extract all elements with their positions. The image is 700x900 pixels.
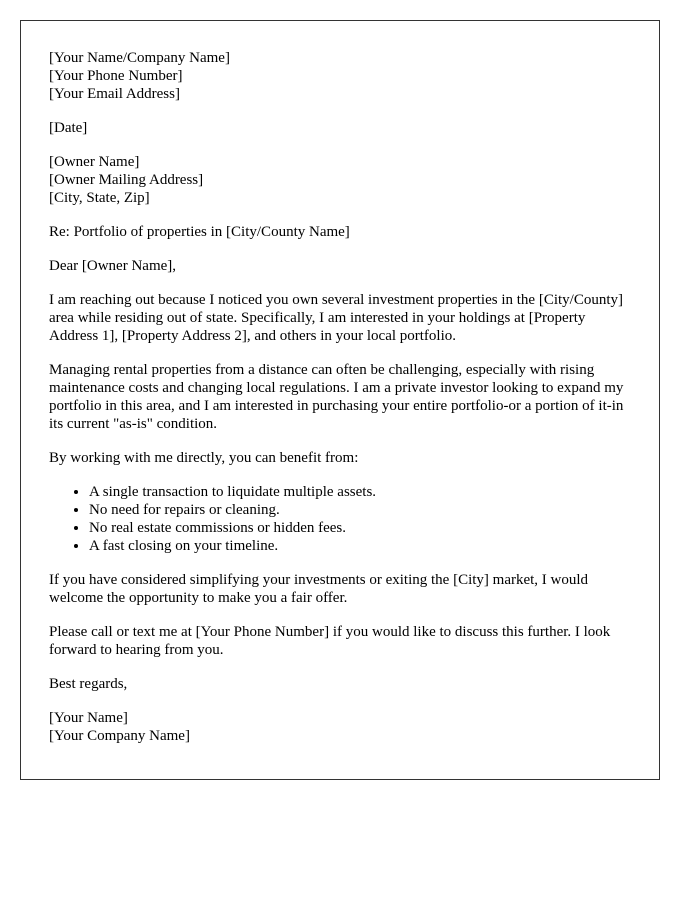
salutation: Dear [Owner Name], xyxy=(49,258,177,274)
sender-block xyxy=(49,49,631,103)
body-paragraph-4: If you have considered simplifying your investments or exiting the [City] market, I would welcome the opportunity to make you a fair offer. xyxy=(49,572,589,606)
benefits-list xyxy=(49,483,631,555)
letter-date: [Date] xyxy=(49,120,88,136)
benefit-item: • A single transaction to liquidate multiple assets. xyxy=(89,483,631,501)
recipient-name: [Owner Name] xyxy=(49,154,140,170)
signature-name: [Your Name] xyxy=(49,710,128,726)
benefit-item: • No real estate commissions or hidden fees. xyxy=(89,519,631,537)
body-paragraph-2: Managing rental properties from a distance can often be challenging, especially with rising maintenance costs and changing local regulations. I am a private investor looking to expand my portfolio in this area, and I am interested in purchasing your entire portfolio-or a portion of it-in its current "as-is" condition. xyxy=(49,362,624,432)
body-paragraph-5: Please call or text me at [Your Phone Number] if you would like to discuss this further. I look forward to hearing from you. xyxy=(49,624,611,658)
recipient-block xyxy=(49,153,631,207)
benefit-item: • A fast closing on your timeline. xyxy=(89,537,631,555)
benefit-item: • No need for repairs or cleaning. xyxy=(89,501,631,519)
sender-name: [Your Name/Company Name] xyxy=(49,50,230,66)
recipient-address: [Owner Mailing Address] xyxy=(49,172,204,188)
sender-phone: [Your Phone Number] xyxy=(49,68,183,84)
signature-block xyxy=(49,709,631,745)
sender-email: [Your Email Address] xyxy=(49,86,180,102)
subject-line: Re: Portfolio of properties in [City/County Name] xyxy=(49,224,350,240)
body-paragraph-1: I am reaching out because I noticed you own several investment properties in the [City/County] area while residing out of state. Specifically, I am interested in your holdings at [Property Address 1], [Property Address 2], and others in your local portfolio. xyxy=(49,292,624,344)
body-paragraph-3: By working with me directly, you can benefit from: xyxy=(49,450,359,466)
date-block xyxy=(49,119,631,137)
closing: Best regards, xyxy=(49,676,128,692)
signature-company: [Your Company Name] xyxy=(49,728,190,744)
recipient-city-state-zip: [City, State, Zip] xyxy=(49,190,150,206)
letter-page xyxy=(20,20,660,780)
